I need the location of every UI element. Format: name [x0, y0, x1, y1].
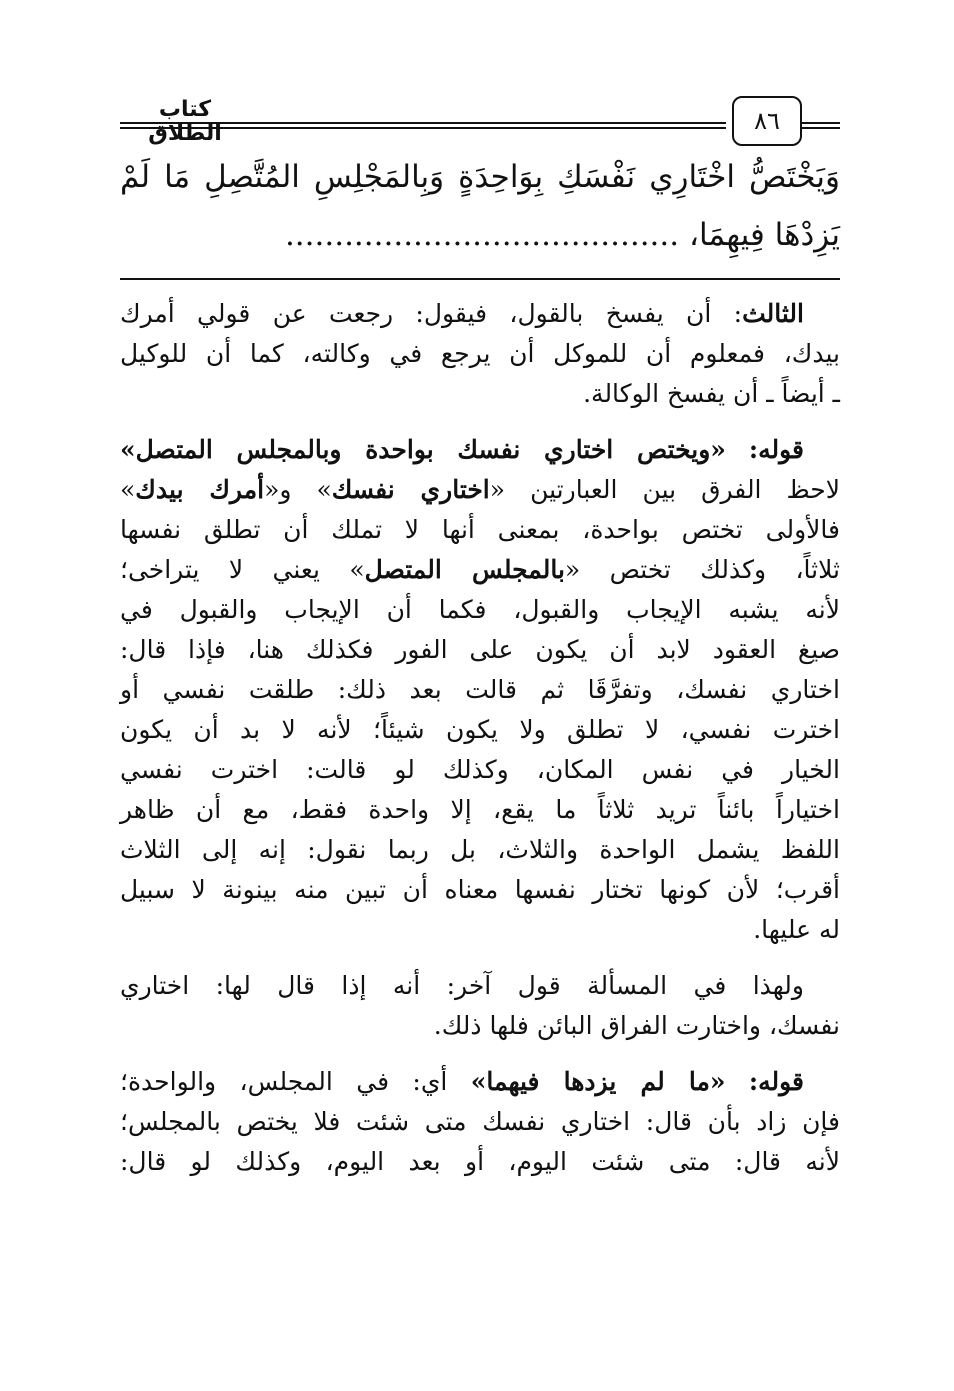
text-line: ـ أيضاً ـ أن يفسخ الوكالة. [583, 379, 840, 408]
text-line: لأنه قال: متى شئت اليوم، أو بعد اليوم، وكذلك لو قال: [120, 1147, 840, 1176]
text-line: اختاري نفسك، وتفرَّقَا ثم قالت بعد ذلك: طلقت نفسي أو [120, 675, 840, 704]
text-line: اللفظ يشمل الواحدة والثلاث، بل ربما نقول: إنه إلى الثلاث [120, 835, 840, 864]
text-line: اخترت نفسي، لا تطلق ولا يكون شيئاً؛ لأنه لا بد أن يكون [120, 715, 840, 744]
paragraph-other-view [120, 966, 840, 1046]
paragraph-third [120, 294, 840, 414]
text-line: لأنه يشبه الإيجاب والقبول، فكما أن الإيجاب والقبول في [120, 595, 840, 624]
text-line: له عليها. [753, 915, 840, 944]
heading-third: الثالث [742, 299, 804, 328]
text-line: أقرب؛ لأن كونها تختار نفسها معناه أن تبين منه بينونة لا سبيل [120, 875, 840, 904]
text-line: نفسك، واختارت الفراق البائن فلها ذلك. [433, 1011, 840, 1040]
header-rule-short [800, 122, 840, 129]
commentary [120, 294, 840, 1198]
text-line: اختياراً بائناً تريد ثلاثاً ما يقع، إلا واحدة فقط، مع أن ظاهر [120, 795, 840, 824]
divider [120, 278, 840, 280]
paragraph-qawluh-1 [120, 430, 840, 950]
qawluh-label: قوله: [748, 435, 804, 464]
matn-line: يَزِدْهَا فِيهِمَا، ........................................ [284, 217, 840, 253]
text-line: بيدك، فمعلوم أن للموكل أن يرجع في وكالته، كما أن للوكيل [120, 339, 840, 368]
matn-line: وَيَخْتَصُّ اخْتَارِي نَفْسَكِ بِوَاحِدَةٍ وَبِالمَجْلِسِ المُتَّصِلِ مَا لَمْ [120, 159, 840, 195]
text-line: ولهذا في المسألة قول آخر: أنه إذا قال لها: اختاري [120, 971, 804, 1000]
qawluh-label: قوله: [748, 1067, 804, 1096]
quoted-matn: «ما لم يزدها فيهما» [470, 1067, 726, 1096]
text-line: الخيار في نفس المكان، وكذلك لو قالت: اخترت نفسي [120, 755, 840, 784]
book-title: كتاب الطلاق [148, 97, 222, 146]
text-line: ثلاثاً، وكذلك تختص «بالمجلس المتصل» يعني لا يتراخى؛ [120, 555, 840, 584]
page-number: ٨٦ [732, 96, 802, 146]
text-line: فالأولى تختص بواحدة، بمعنى أنها لا تملك أن تطلق نفسها [120, 515, 840, 544]
text-line [120, 430, 840, 470]
quoted-matn: «ويختص اختاري نفسك بواحدة وبالمجلس المتصل» [120, 435, 726, 464]
text-line: قوله: «ما لم يزدها فيهما» أي: في المجلس، والواحدة؛ [120, 1067, 804, 1096]
text-line: الثالث: أن يفسخ بالقول، فيقول: رجعت عن قولي أمرك [120, 299, 804, 328]
text-line: فإن زاد بأن قال: اختاري نفسك متى شئت فلا يختص بالمجلس؛ [120, 1107, 840, 1136]
paragraph-qawluh-2 [120, 1062, 840, 1182]
matn-text [120, 148, 840, 264]
text-line: لاحظ الفرق بين العبارتين «اختاري نفسك» و«أمرك بيدك» [120, 475, 840, 504]
text-line: صيغ العقود لابد أن يكون على الفور فكذلك هنا، فإذا قال: [120, 635, 840, 664]
